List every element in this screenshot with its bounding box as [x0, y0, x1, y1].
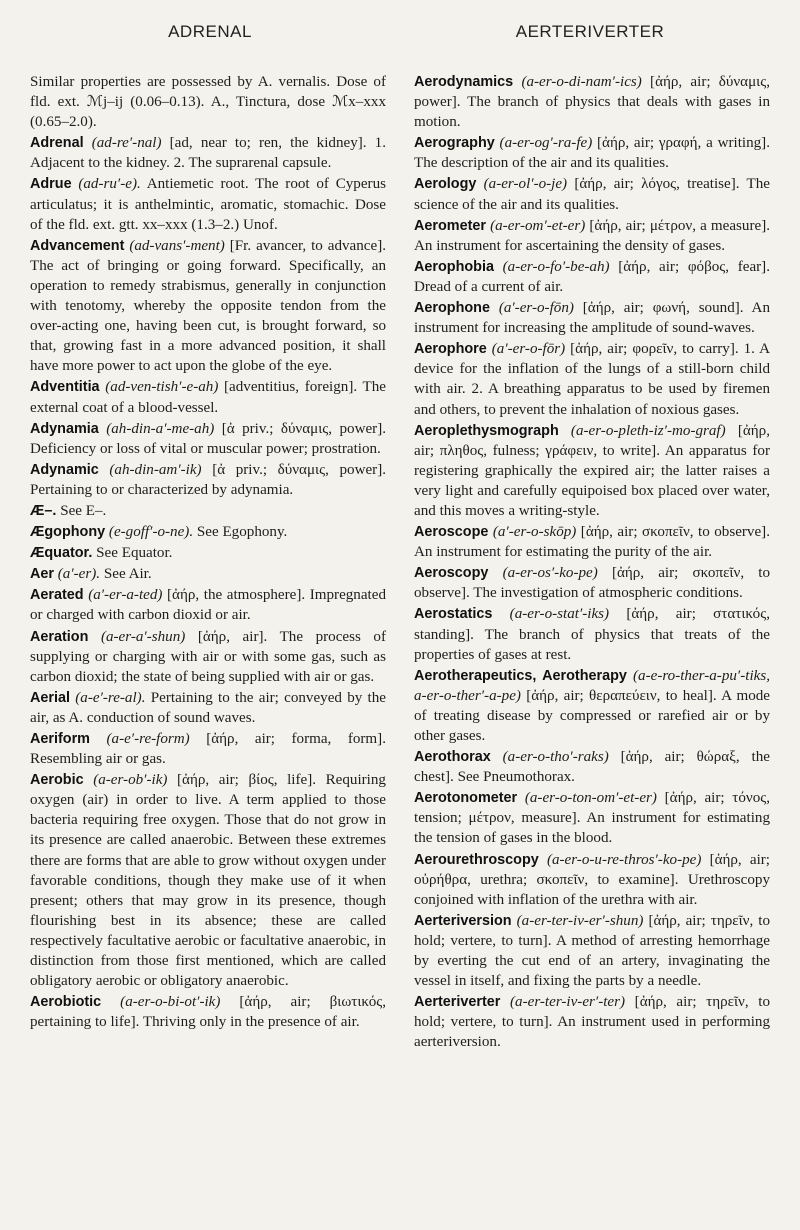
entry-definition: [ἀήρ, air; φωνή, sound]. An instrument for increasing the amplitude of sound-waves. — [414, 300, 771, 337]
dictionary-entry — [414, 604, 770, 664]
dictionary-entry — [30, 72, 386, 132]
entry-headword: Adrenal — [30, 135, 84, 152]
running-head-right: AERTERIVERTER — [515, 22, 665, 41]
entry-definition: See Equator. — [96, 545, 173, 562]
entry-pronunciation: (a-e′-re-al). — [75, 689, 146, 706]
entry-pronunciation: (a-er-ter-iv-er′-ter) — [510, 994, 626, 1011]
entry-pronunciation: (a-er-om′-et-er) — [490, 217, 586, 234]
entry-headword: Adynamic — [30, 461, 99, 478]
entry-headword: Aerometer — [414, 217, 486, 234]
entry-headword: Aeriform — [30, 731, 90, 747]
entry-headword: Aerotonometer — [414, 790, 518, 807]
entry-headword: Aer — [30, 566, 54, 583]
entry-headword: Aerial — [30, 689, 70, 706]
dictionary-entry — [30, 627, 386, 687]
entry-pronunciation: (ah-din-am′-ik) — [109, 461, 202, 478]
dictionary-entry — [30, 501, 386, 521]
entry-definition: [ἀήρ, air; τηρεῖν, to hold; vertere, to turn]. An instrument used in performing aerteriversion. — [414, 994, 770, 1051]
entry-headword: Advancement — [30, 237, 125, 254]
entry-headword: Adynamia — [30, 420, 99, 437]
dictionary-entry — [30, 543, 386, 563]
entry-definition: [ἀήρ, air; σκοπεῖν, to observe]. An instrument for estimating the purity of the air. — [414, 524, 770, 561]
dictionary-entry — [30, 236, 386, 377]
dictionary-entry — [30, 522, 386, 542]
dictionary-entry — [414, 216, 770, 256]
entry-pronunciation: (a-er-ob′-ik) — [93, 772, 168, 789]
entry-headword: Aerourethroscopy — [414, 851, 539, 868]
page-header — [30, 22, 770, 52]
entry-definition: [ἀήρ, the atmosphere]. Impregnated or charged with carbon dioxid or air. — [30, 587, 386, 624]
entry-pronunciation: (a-er-o-di-nam′-ics) — [521, 74, 642, 90]
entry-pronunciation: (a-er-o-fo′-be-ah) — [502, 258, 610, 275]
dictionary-entry — [30, 585, 386, 625]
dictionary-entry — [30, 133, 386, 173]
dictionary-entry — [414, 850, 770, 910]
entry-definition: [ἀήρ, air; βίος, life]. Requiring oxygen (air) in order to live. A term applied to those bacteria requiring free oxygen. Those that do not grow in its presence are called anaerobic. Between these extremes there are forms that are able to grow without oxygen under favorable conditions, though they make use of it when present; others that may grow in its presence, though flourishing best in its absence; these are called respectively facultative aerobic or facultative anaerobic, in distinction from those first mentioned, which are called obligatory aerobic or obligatory anaerobic. — [30, 772, 386, 990]
entry-definition: [ἀήρ, air; φορεῖν, to carry]. 1. A device for the inflation of the lungs of a still-born child with air. 2. A breathing apparatus to be used by firemen and others, to prevent the inhalation of noxious gases. — [414, 341, 770, 418]
entry-definition: Antiemetic root. The root of Cyperus articulatus; it is anthelmintic, aromatic, stomachic. Dose of the fld. ext. gtt. xx–xxx (1.3–2.) Unof. — [30, 176, 386, 233]
dictionary-entry — [414, 992, 770, 1052]
entry-pronunciation: (ad-ven-tish′-e-ah) — [105, 379, 219, 396]
dictionary-entry — [414, 563, 770, 603]
entry-definition: [ἀήρ, air; δύναμις, power]. The branch of physics that deals with gases in motion. — [414, 74, 770, 131]
dictionary-entry — [414, 911, 770, 991]
dictionary-entry — [30, 729, 386, 769]
entry-headword: Aerophone — [414, 300, 490, 317]
entry-headword: Aerography — [414, 135, 495, 152]
entry-definition: [ἀ priv.; δύναμις, power]. Deficiency or loss of vital or muscular power; prostration. — [30, 420, 387, 457]
entry-pronunciation: (a-er-ter-iv-er′-shun) — [516, 912, 644, 929]
entry-definition: [ἀήρ, air; σκοπεῖν, to observe]. The investigation of atmospheric conditions. — [414, 565, 770, 602]
entry-pronunciation: (a-er-o-stat′-iks) — [509, 606, 610, 623]
entry-definition: See E–. — [60, 502, 107, 519]
entry-pronunciation: (a′-er-a-ted) — [88, 587, 163, 604]
entry-headword: Aerodynamics — [414, 74, 514, 90]
entry-headword: Aeroscope — [414, 524, 489, 541]
entry-headword: Aerotherapeutics, Aerotherapy — [414, 667, 627, 684]
entry-pronunciation: (e-goff′-o-ne). — [108, 524, 194, 541]
entry-pronunciation: (ad-ru′-e). — [78, 176, 141, 193]
left-column — [30, 72, 386, 1054]
entry-headword: Adrue — [30, 176, 72, 193]
entry-definition: [adventitius, foreign]. The external coat of a blood-vessel. — [30, 379, 386, 416]
entry-definition: Pertaining to the air; conveyed by the air, as A. conduction of sound waves. — [30, 689, 386, 726]
entry-headword: Aerothorax — [414, 749, 491, 766]
entry-pronunciation: (a′-er-o-skōp) — [492, 524, 577, 541]
entry-headword: Æquator. — [30, 545, 93, 562]
entry-headword: Aerophobia — [414, 258, 494, 275]
entry-headword: Aeroscopy — [414, 565, 489, 582]
entry-pronunciation: (a-er-os′-ko-pe) — [502, 565, 598, 582]
entry-pronunciation: (a′-er-o-fōr) — [491, 341, 566, 358]
entry-pronunciation: (a-e′-re-form) — [106, 731, 190, 747]
entry-headword: Aeroplethysmograph — [414, 422, 559, 439]
dictionary-entry — [414, 133, 770, 173]
dictionary-entry — [30, 992, 386, 1032]
entry-pronunciation: (a-er-o-u-re-thros′-ko-pe) — [546, 851, 702, 868]
entry-pronunciation: (ad-vans′-ment) — [129, 237, 225, 254]
dictionary-entry — [414, 747, 770, 787]
entry-pronunciation: (a-er-o-pleth-iz′-mo-graf) — [570, 422, 726, 439]
dictionary-entry — [30, 174, 386, 234]
entry-headword: Aerophore — [414, 341, 487, 358]
entry-headword: Aerostatics — [414, 606, 493, 623]
entry-definition: [ad, near to; ren, the kidney]. 1. Adjacent to the kidney. 2. The suprarenal capsule. — [30, 135, 386, 172]
entry-pronunciation: (a-er-og′-ra-fe) — [499, 135, 593, 152]
entry-definition: [ἀήρ, air; πληθος, fulness; γράφειν, to write]. An apparatus for registering graphically the expired air; the latter raises a very light and carefully equipoised box placed over water, and this moves a writing-style. — [414, 422, 770, 519]
entry-definition: [ἀήρ, air; τόνος, tension; μέτρον, measure]. An instrument for estimating the tension of gases in the blood. — [414, 790, 771, 847]
dictionary-entry — [414, 666, 770, 746]
entry-pronunciation: (a-e-ro-ther-a-pu′-tiks, a-er-o-ther′-a-pe) — [414, 667, 770, 704]
entry-definition: [ἀ priv.; δύναμις, power]. Pertaining to or characterized by adynamia. — [30, 461, 387, 498]
entry-definition: [Fr. avancer, to advance]. The act of bringing or going forward. Specifically, an operation to remedy strabismus, generally in conjunction with tenotomy, whereby the opposite tendon from the over-acting one, having been cut, is brought forward, so that, growing fast in a more advanced position, it shall have more power to act upon the globe of the eye. — [30, 237, 386, 375]
entry-pronunciation: (a′-er-o-fōn) — [498, 300, 574, 317]
entry-definition: [ἀήρ, air]. The process of supplying or charging with air or with some gas, such as carbon dioxid; the state of being supplied with air or gas. — [30, 628, 387, 685]
entry-headword: Aerobiotic — [30, 994, 102, 1011]
entry-definition: See Egophony. — [196, 524, 288, 541]
dictionary-entry — [30, 564, 386, 584]
entry-definition: Similar properties are possessed by A. vernalis. Dose of fld. ext. ℳj–ij (0.06–0.13). A., Tinctura, dose ℳx–xxx (0.65–2.0). — [30, 74, 386, 131]
entry-definition: [ἀήρ, air; τηρεῖν, to hold; vertere, to turn]. A method of arresting hemorrhage by everting the cut end of an artery, invaginating the vessel in itself, and fixing the parts by a needle. — [414, 912, 771, 990]
entry-pronunciation: (a-er-a′-shun) — [100, 628, 186, 645]
entry-definition: [ἀήρ, air; βιωτικός, pertaining to life]. Thriving only in the presence of air. — [30, 994, 387, 1031]
entry-pronunciation: (ad-re′-nal) — [91, 135, 162, 152]
entry-pronunciation: (a-er-o-bi-ot′-ik) — [120, 994, 221, 1011]
dictionary-entry — [414, 421, 770, 521]
entry-definition: [ἀήρ, air; forma, form]. Resembling air or gas. — [30, 731, 386, 768]
entry-definition: [ἀήρ, air; θώραξ, the chest]. See Pneumothorax. — [414, 749, 770, 786]
entry-headword: Aerated — [30, 587, 84, 604]
dictionary-entry — [30, 419, 386, 459]
dictionary-entry — [30, 460, 386, 500]
entry-headword: Aerteriverter — [414, 994, 501, 1011]
running-head-left: ADRENAL — [168, 22, 252, 41]
entry-definition: See Air. — [103, 566, 152, 583]
columns — [30, 72, 770, 1054]
dictionary-entry — [414, 522, 770, 562]
entry-headword: Æ–. — [30, 502, 57, 519]
entry-pronunciation: (a-er-o-tho′-raks) — [502, 749, 609, 766]
entry-definition: [ἀήρ, air; φόβος, fear]. Dread of a current of air. — [414, 258, 770, 295]
entry-definition: [ἀήρ, air; λόγος, treatise]. The science of the air and its qualities. — [414, 176, 770, 213]
entry-pronunciation: (ah-din-a′-me-ah) — [106, 420, 215, 437]
dictionary-entry — [414, 298, 770, 338]
entry-definition: [ἀήρ, air; θεραπεύειν, to heal]. A mode of treating disease by compressed or rarefied air or by other gases. — [414, 687, 770, 744]
dictionary-entry — [30, 770, 386, 991]
dictionary-entry — [414, 72, 770, 132]
right-column — [414, 72, 770, 1054]
entry-headword: Adventitia — [30, 379, 100, 396]
dictionary-entry — [414, 788, 770, 848]
entry-headword: Ægophony — [30, 524, 106, 541]
entry-headword: Aerobic — [30, 772, 84, 789]
entry-headword: Aeration — [30, 628, 89, 645]
dictionary-entry — [414, 174, 770, 214]
dictionary-entry — [30, 688, 386, 728]
entry-pronunciation: (a′-er). — [57, 566, 101, 583]
entry-pronunciation: (a-er-o-ton-om′-et-er) — [524, 790, 657, 807]
dictionary-entry — [30, 377, 386, 417]
entry-definition: [ἀήρ, air; γραφή, a writing]. The description of the air and its qualities. — [414, 135, 770, 172]
entry-headword: Aerology — [414, 176, 477, 193]
entry-pronunciation: (a-er-ol′-o-je) — [483, 176, 568, 193]
entry-definition: [ἀήρ, air; μέτρον, a measure]. An instrument for ascertaining the density of gases. — [414, 217, 770, 254]
entry-headword: Aerteriversion — [414, 912, 512, 929]
entry-definition: [ἀήρ, air; οὐρήθρα, urethra; σκοπεῖν, to examine]. Urethroscopy conjoined with inflation of the urethra with air. — [414, 851, 770, 908]
dictionary-entry — [414, 339, 770, 419]
dictionary-entry — [414, 257, 770, 297]
entry-definition: [ἀήρ, air; στατικός, standing]. The branch of physics that treats of the properties of gases at rest. — [414, 606, 770, 663]
